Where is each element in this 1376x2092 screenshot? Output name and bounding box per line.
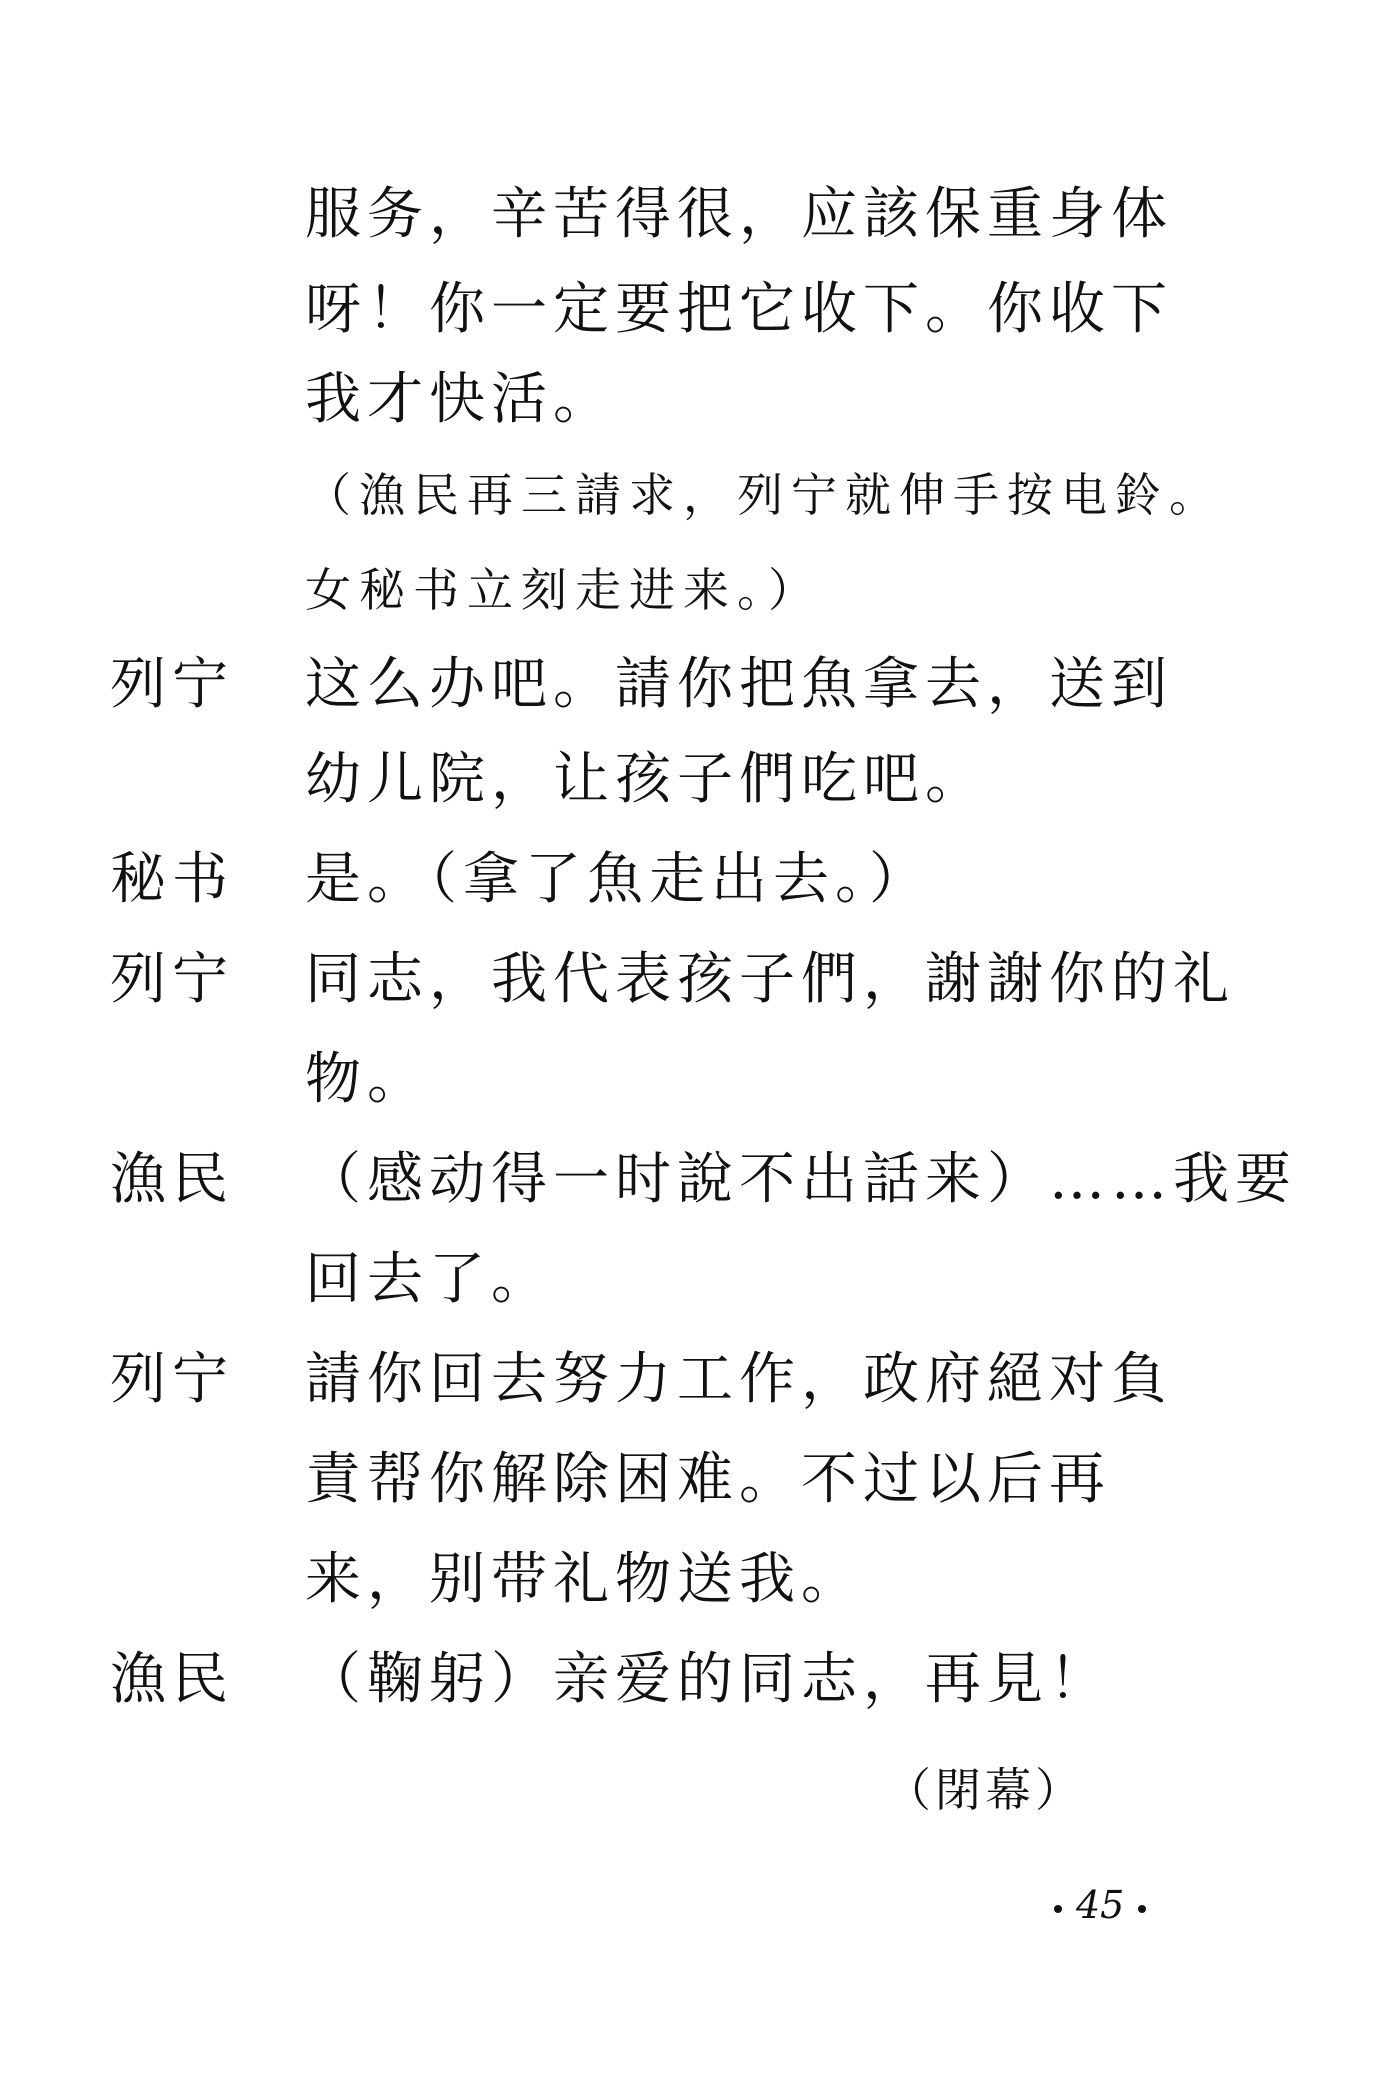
stage-direction: （漁民再三請求，列宁就伸手按电鈴。 <box>305 468 1223 522</box>
text-line: 呀！你一定要把它收下。你收下 <box>305 277 1173 342</box>
speaker-label: 漁民 <box>110 1647 234 1712</box>
bullet-icon <box>1138 1905 1146 1913</box>
dialogue-line: 回去了。 <box>305 1247 553 1312</box>
dialogue-line: 請你回去努力工作，政府絕对負 <box>305 1347 1173 1412</box>
dialogue-line: （鞠躬）亲爱的同志，再見！ <box>305 1647 1111 1712</box>
speaker-label: 列宁 <box>110 652 234 717</box>
speaker-label: 秘书 <box>110 847 234 912</box>
dialogue-line: 这么办吧。請你把魚拿去，送到 <box>305 652 1173 717</box>
dialogue-line: 同志，我代表孩子們，謝謝你的礼 <box>305 947 1235 1012</box>
dialogue-line: 幼儿院，让孩子們吃吧。 <box>305 747 987 812</box>
speaker-label: 列宁 <box>110 1347 234 1412</box>
speaker-label: 列宁 <box>110 947 234 1012</box>
stage-direction: 女秘书立刻走进来。） <box>305 563 822 617</box>
text-line: 我才快活。 <box>305 367 615 432</box>
bullet-icon <box>1054 1905 1062 1913</box>
page-number-value: 45 <box>1076 1883 1125 1927</box>
dialogue-line: （感动得一时說不出話来）……我要 <box>305 1147 1297 1212</box>
dialogue-line: 来，别带礼物送我。 <box>305 1547 863 1612</box>
curtain-note: （閉幕） <box>885 1763 1085 1817</box>
text-line: 服务，辛苦得很，应該保重身体 <box>305 182 1173 247</box>
dialogue-line: 是。（拿了魚走出去。） <box>305 847 931 912</box>
dialogue-line: 責帮你解除困难。不过以后再 <box>305 1447 1111 1512</box>
speaker-label: 漁民 <box>110 1147 234 1212</box>
dialogue-line: 物。 <box>305 1047 429 1112</box>
page-number <box>1040 1880 1160 1930</box>
